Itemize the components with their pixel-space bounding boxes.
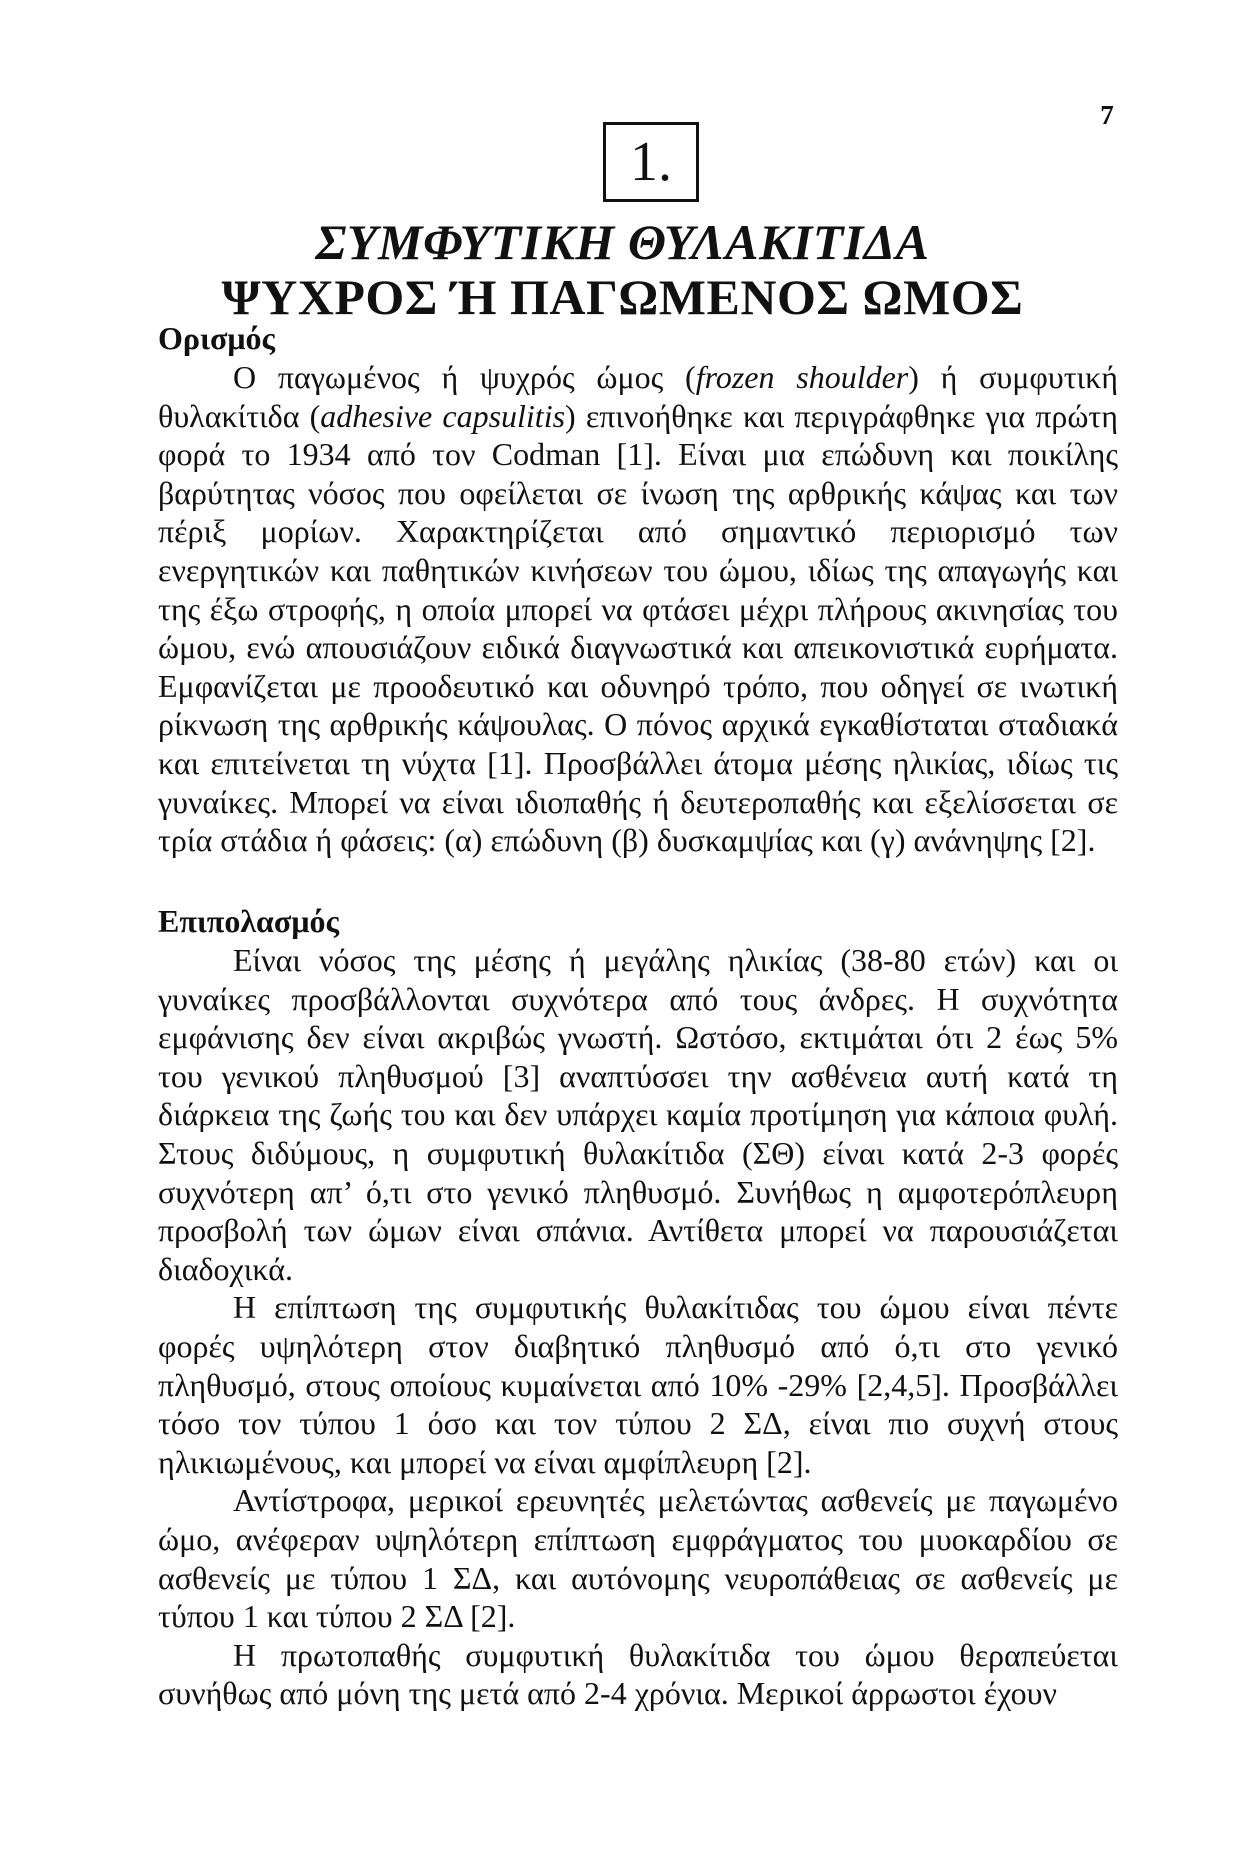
- section-heading-definition: Ορισμός: [158, 320, 275, 356]
- paragraph: Η επίπτωση της συμφυτικής θυλακίτιδας του ώμου είναι πέντε φορές υψηλότερη στον διαβητικό πληθυσμό από ό,τι στο γενικό πληθυσμό, στους οποίους κυμαίνεται από 10% -29% [2,4,5]. Προσβάλλει τόσο τον τύπου 1 όσο και τον τύπου 2 ΣΔ, είναι πιο συχνή στους ηλικιωμένους, και μπορεί να είναι αμφίπλευρη [2].: [158, 1289, 1118, 1480]
- page-number: 7: [1100, 100, 1114, 130]
- term-italic: frozen shoulder: [695, 359, 909, 395]
- chapter-title-line-1: ΣΥΜΦΥΤΙΚΗ ΘΥΛΑΚΙΤΙΔΑ: [315, 214, 930, 270]
- text-run: ) επινοήθηκε και περιγράφθηκε για πρώτη φορά το 1934 από τον Codman [1]. Είναι μια επώδυνη και ποικίλης βαρύτητας νόσος που οφείλεται σε ίνωση της αρθρικής κάψας και των πέριξ μορίων. Χαρακτηρίζεται από σημαντικό περιορισμό των ενεργητικών και παθητικών κινήσεων του ώμου, ιδίως της απαγωγής και της έξω στροφής, η οποία μπορεί να φτάσει μέχρι πλήρους ακινησίας του ώμου, ενώ απουσιάζουν ειδικά διαγνωστικά και απεικονιστικά ευρήματα. Εμφανίζεται με προοδευτικό και οδυνηρό τρόπο, που οδηγεί σε ινωτική ρίκνωση της αρθρικής κάψουλας. Ο πόνος αρχικά εγκαθίσταται σταδιακά και επιτείνεται τη νύχτα [1]. Προσβάλλει άτομα μέσης ηλικίας, ιδίως τις γυναίκες. Μπορεί να είναι ιδιοπαθής ή δευτεροπαθής και εξελίσσεται σε τρία στάδια ή φάσεις: (α) επώδυνη (β) δυσκαμψίας και (γ) ανάνηψης [2].: [158, 397, 1118, 859]
- paragraph: Η πρωτοπαθής συμφυτική θυλακίτιδα του ώμου θεραπεύεται συνήθως από μόνη της μετά από 2-4 χρόνια. Μερικοί άρρωστοι έχουν: [158, 1636, 1118, 1712]
- text-run: Ο παγωμένος ή ψυχρός ώμος (: [233, 359, 696, 395]
- chapter-number-box: 1.: [603, 122, 699, 202]
- chapter-title-line-2: ΨΥΧΡΟΣ Ή ΠΑΓΩΜΕΝΟΣ ΩΜΟΣ: [221, 269, 1024, 325]
- term-italic: adhesive capsulitis: [320, 397, 566, 434]
- section-prevalence: [158, 901, 1118, 1713]
- section-heading-prevalence: Επιπολασμός: [158, 903, 339, 939]
- paragraph: Αντίστροφα, μερικοί ερευνητές μελετώντας ασθενείς με παγωμένο ώμο, ανέφεραν υψηλότερη επίπτωση εμφράγματος του μυοκαρδίου σε ασθενείς με τύπου 1 ΣΔ, και αυτόνομης νευροπάθειας σε ασθενείς με τύπου 1 και τύπου 2 ΣΔ [2].: [158, 1482, 1118, 1635]
- section-definition: [158, 318, 1118, 860]
- paragraph: Είναι νόσος της μέσης ή μεγάλης ηλικίας (38-80 ετών) και οι γυναίκες προσβάλλονται συχνότερα από τους άνδρες. Η συχνότητα εμφάνισης δεν είναι ακριβώς γνωστή. Ωστόσο, εκτιμάται ότι 2 έως 5% του γενικού πληθυσμού [3] αναπτύσσει την ασθένεια αυτή κατά τη διάρκεια της ζωής του και δεν υπάρχει καμία προτίμηση για κάποια φυλή. Στους διδύμους, η συμφυτική θυλακίτιδα (ΣΘ) είναι κατά 2-3 φορές συχνότερη απ’ ό,τι στο γενικό πληθυσμό. Συνήθως η αμφοτερόπλευρη προσβολή των ώμων είναι σπάνια. Αντίθετα μπορεί να παρουσιάζεται διαδοχικά.: [158, 942, 1118, 1287]
- text-run: ) ή συμφυτική θυλακίτιδα (: [158, 359, 1119, 434]
- paragraph: [158, 358, 1118, 860]
